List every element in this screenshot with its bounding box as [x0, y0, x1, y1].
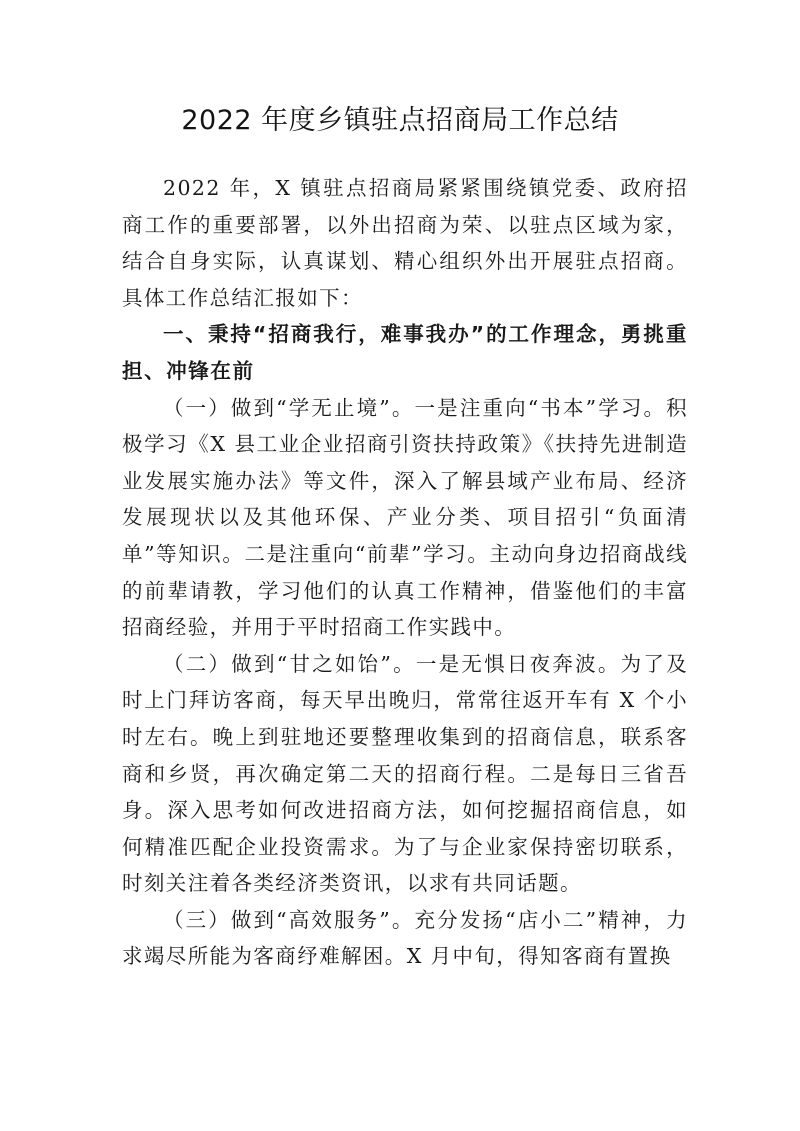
- subsection-paragraph-1: （一）做到“学无止境”。一是注重向“书本”学习。积极学习《X 县工业企业招商引资扶持政策》《扶持先进制造业发展实施办法》等文件，深入了解县域产业布局、经济发展现状以及其他环保、产业分类、项目招引“负面清单”等知识。二是注重向“前辈”学习。主动向身边招商战线的前辈请教，学习他们的认真工作精神，借鉴他们的丰富招商经验，并用于平时招商工作实践中。: [122, 395, 688, 640]
- subsection-paragraph-2: （二）做到“甘之如饴”。一是无惧日夜奔波。为了及时上门拜访客商，每天早出晚归，常常往返开车有 X 个小时左右。晚上到驻地还要整理收集到的招商信息，联系客商和乡贤，再次确定第二天的招商行程。二是每日三省吾身。深入思考如何改进招商方法，如何挖掘招商信息，如何精准匹配企业投资需求。为了与企业家保持密切联系，时刻关注着各类经济类资讯，以求有共同话题。: [122, 651, 688, 896]
- document-title: 2022 年度乡镇驻点招商局工作总结: [181, 105, 619, 136]
- intro-paragraph: 2022 年，X 镇驻点招商局紧紧围绕镇党委、政府招商工作的重要部署，以外出招商为荣、以驻点区域为家，结合自身实际，认真谋划、精心组织外出开展驻点招商。具体工作总结汇报如下：: [122, 176, 688, 310]
- section-heading-1: 一、秉持“招商我行，难事我办”的工作理念，勇挑重担、冲锋在前: [122, 322, 688, 383]
- subsection-paragraph-3: （三）做到“高效服务”。充分发扬“店小二”精神，力求竭尽所能为客商纾难解困。X 月中旬，得知客商有置换: [122, 907, 688, 969]
- document-body: [122, 170, 688, 975]
